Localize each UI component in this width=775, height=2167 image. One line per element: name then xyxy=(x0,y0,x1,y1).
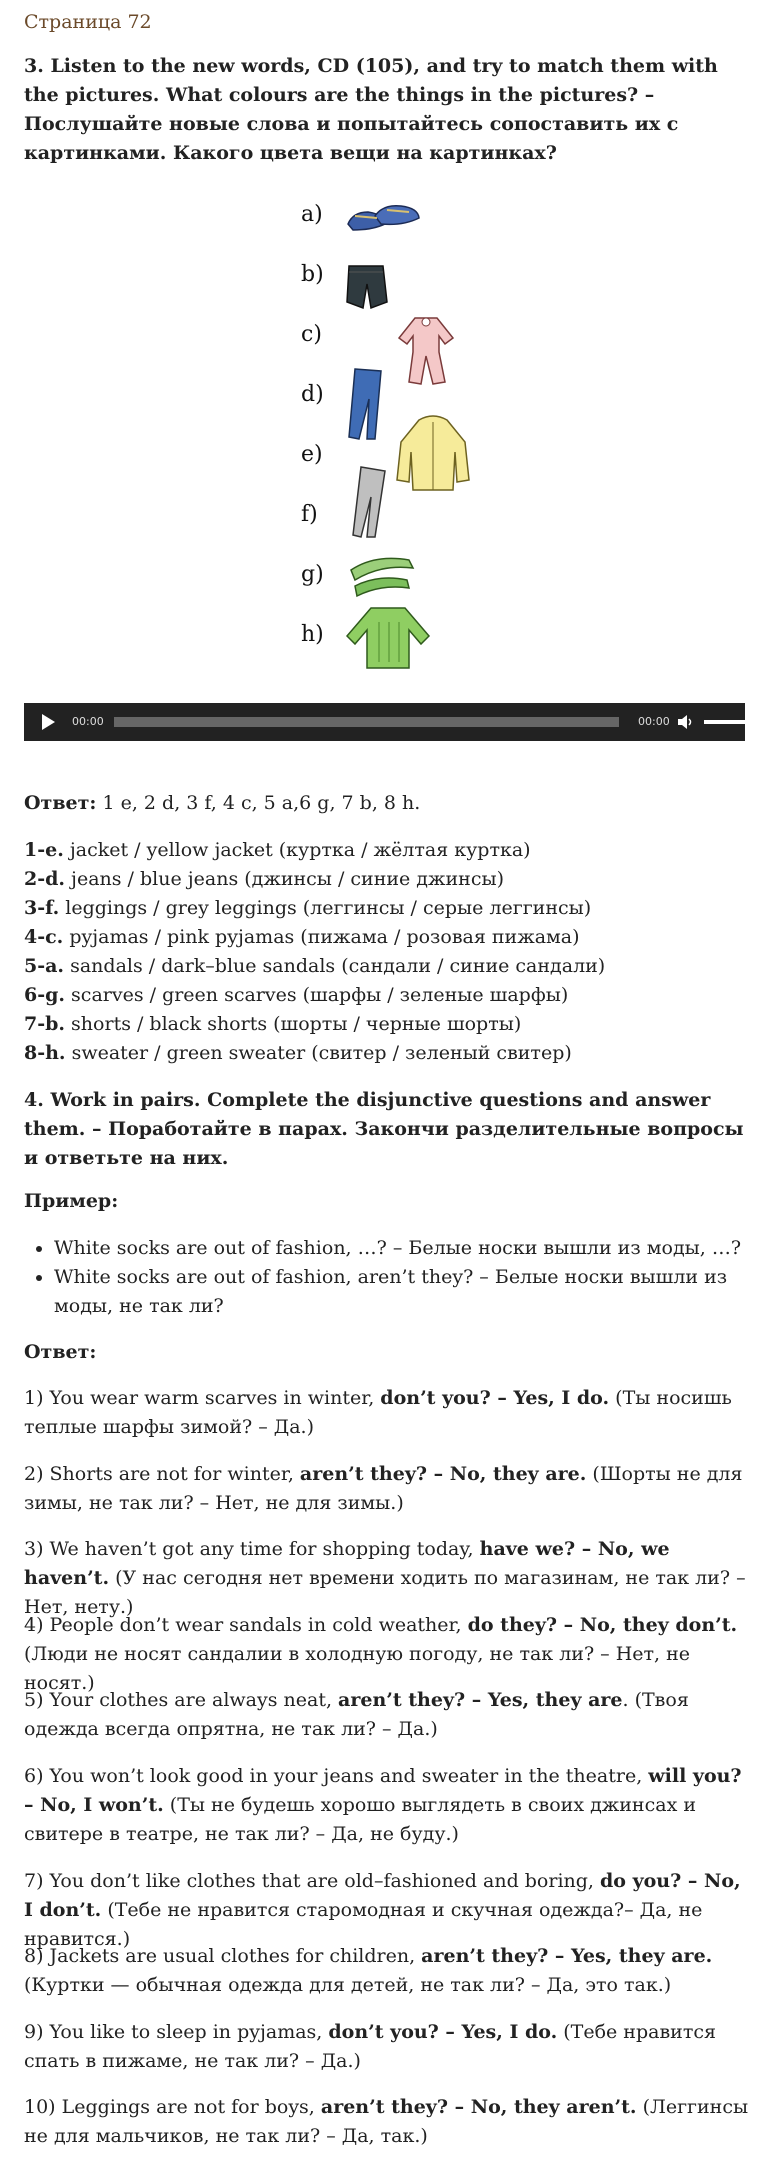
shorts-picture xyxy=(343,262,391,314)
answer-8: 8) Jackets are usual clothes for children, aren’t they? – Yes, they are. (Куртки — обычная одежда для детей, не так ли? – Да, это так.) xyxy=(24,1945,713,1996)
clothes-figure xyxy=(295,200,515,675)
label-e: e) xyxy=(301,442,323,467)
jacket-picture xyxy=(393,412,473,496)
pyjamas-picture xyxy=(395,312,457,387)
list-item: • White socks are out of fashion, …? – Белые носки вышли из моды, …? xyxy=(54,1234,749,1263)
list-item: 5-a. sandals / dark–blue sandals (сандали / синие сандали) xyxy=(24,955,606,977)
list-item: 2-d. jeans / blue jeans (джинсы / синие джинсы) xyxy=(24,868,504,890)
answer-9: 9) You like to sleep in pyjamas, don’t you? – Yes, I do. (Тебе нравится спать в пижаме, не так ли? – Да.) xyxy=(24,2021,716,2072)
current-time: 00:00 xyxy=(72,715,104,728)
answer-3: 3) We haven’t got any time for shopping today, have we? – No, we haven’t. (У нас сегодня нет времени ходить по магазинам, не так ли? – Нет, нету.) xyxy=(24,1538,746,1618)
answer-4: 4) People don’t wear sandals in cold weather, do they? – No, they don’t. (Люди не носят сандалии в холодную погоду, не так ли? – Нет, не носят.) xyxy=(24,1614,738,1694)
answer-5: 5) Your clothes are always neat, aren’t they? – Yes, they are. (Твоя одежда всегда опрятна, не так ли? – Да.) xyxy=(24,1689,689,1740)
answer-6: 6) You won’t look good in your jeans and sweater in the theatre, will you? – No, I won’t. (Ты не будешь хорошо выглядеть в своих джинсах и свитере в театре, не так ли? – Да, не буду.) xyxy=(24,1765,742,1845)
answer-1: 1) You wear warm scarves in winter, don’t you? – Yes, I do. (Ты носишь теплые шарфы зимой? – Да.) xyxy=(24,1387,732,1438)
task3-answer xyxy=(24,789,749,818)
leggings-picture xyxy=(349,463,389,541)
label-g: g) xyxy=(301,562,324,587)
page-header: Страница 72 xyxy=(24,11,152,33)
list-item: 6-g. scarves / green scarves (шарфы / зеленые шарфы) xyxy=(24,984,569,1006)
sweater-picture xyxy=(343,602,433,672)
answer-10: 10) Leggings are not for boys, aren’t they? – No, they aren’t. (Леггинсы не для мальчиков, не так ли? – Да, так.) xyxy=(24,2096,749,2147)
list-item: 7-b. shorts / black shorts (шорты / черные шорты) xyxy=(24,1013,522,1035)
list-item: 1-e. jacket / yellow jacket (куртка / жёлтая куртка) xyxy=(24,839,531,861)
label-a: a) xyxy=(301,202,323,227)
label-c: c) xyxy=(301,322,322,347)
jeans-picture xyxy=(345,365,387,443)
label-d: d) xyxy=(301,382,324,407)
play-icon[interactable] xyxy=(42,714,55,730)
audio-progress-bar[interactable] xyxy=(114,717,619,727)
list-item: 8-h. sweater / green sweater (свитер / зеленый свитер) xyxy=(24,1042,572,1064)
list-item: 4-c. pyjamas / pink pyjamas (пижама / розовая пижама) xyxy=(24,926,580,948)
vocab-list xyxy=(24,836,749,1068)
volume-slider[interactable] xyxy=(704,720,752,724)
answer-7: 7) You don’t like clothes that are old–fashioned and boring, do you? – No, I don’t. (Тебе не нравится старомодная и скучная одежда?– Да, не нравится.) xyxy=(24,1870,741,1950)
task4-answer-label: Ответ: xyxy=(24,1341,97,1363)
task4-title: 4. Work in pairs. Complete the disjunctive questions and answer them. – Поработайте в парах. Закончи разделительные вопросы и ответьте на них. xyxy=(24,1089,744,1169)
label-b: b) xyxy=(301,262,324,287)
sandals-picture xyxy=(343,194,423,239)
audio-player xyxy=(24,703,745,741)
volume-icon[interactable] xyxy=(677,714,693,730)
scarves-picture xyxy=(345,550,417,602)
task3-title: 3. Listen to the new words, CD (105), and try to match them with the pictures. What colours are the things in the pictures? – Послушайте новые слова и попытайтесь сопоставить их с картинками. Какого цвета вещи на картинках? xyxy=(24,55,718,164)
list-item: 3-f. leggings / grey leggings (леггинсы / серые леггинсы) xyxy=(24,897,592,919)
example-list xyxy=(24,1234,749,1321)
example-label: Пример: xyxy=(24,1190,119,1212)
label-h: h) xyxy=(301,622,324,647)
answer-label: Ответ: xyxy=(24,792,97,814)
label-f: f) xyxy=(301,502,318,527)
list-item: • White socks are out of fashion, aren’t they? – Белые носки вышли из моды, не так ли? xyxy=(54,1263,749,1321)
answer-2: 2) Shorts are not for winter, aren’t they? – No, they are. (Шорты не для зимы, не так ли? – Нет, не для зимы.) xyxy=(24,1463,743,1514)
answer-text: 1 e, 2 d, 3 f, 4 c, 5 a,6 g, 7 b, 8 h. xyxy=(96,792,421,814)
duration: 00:00 xyxy=(638,715,670,728)
